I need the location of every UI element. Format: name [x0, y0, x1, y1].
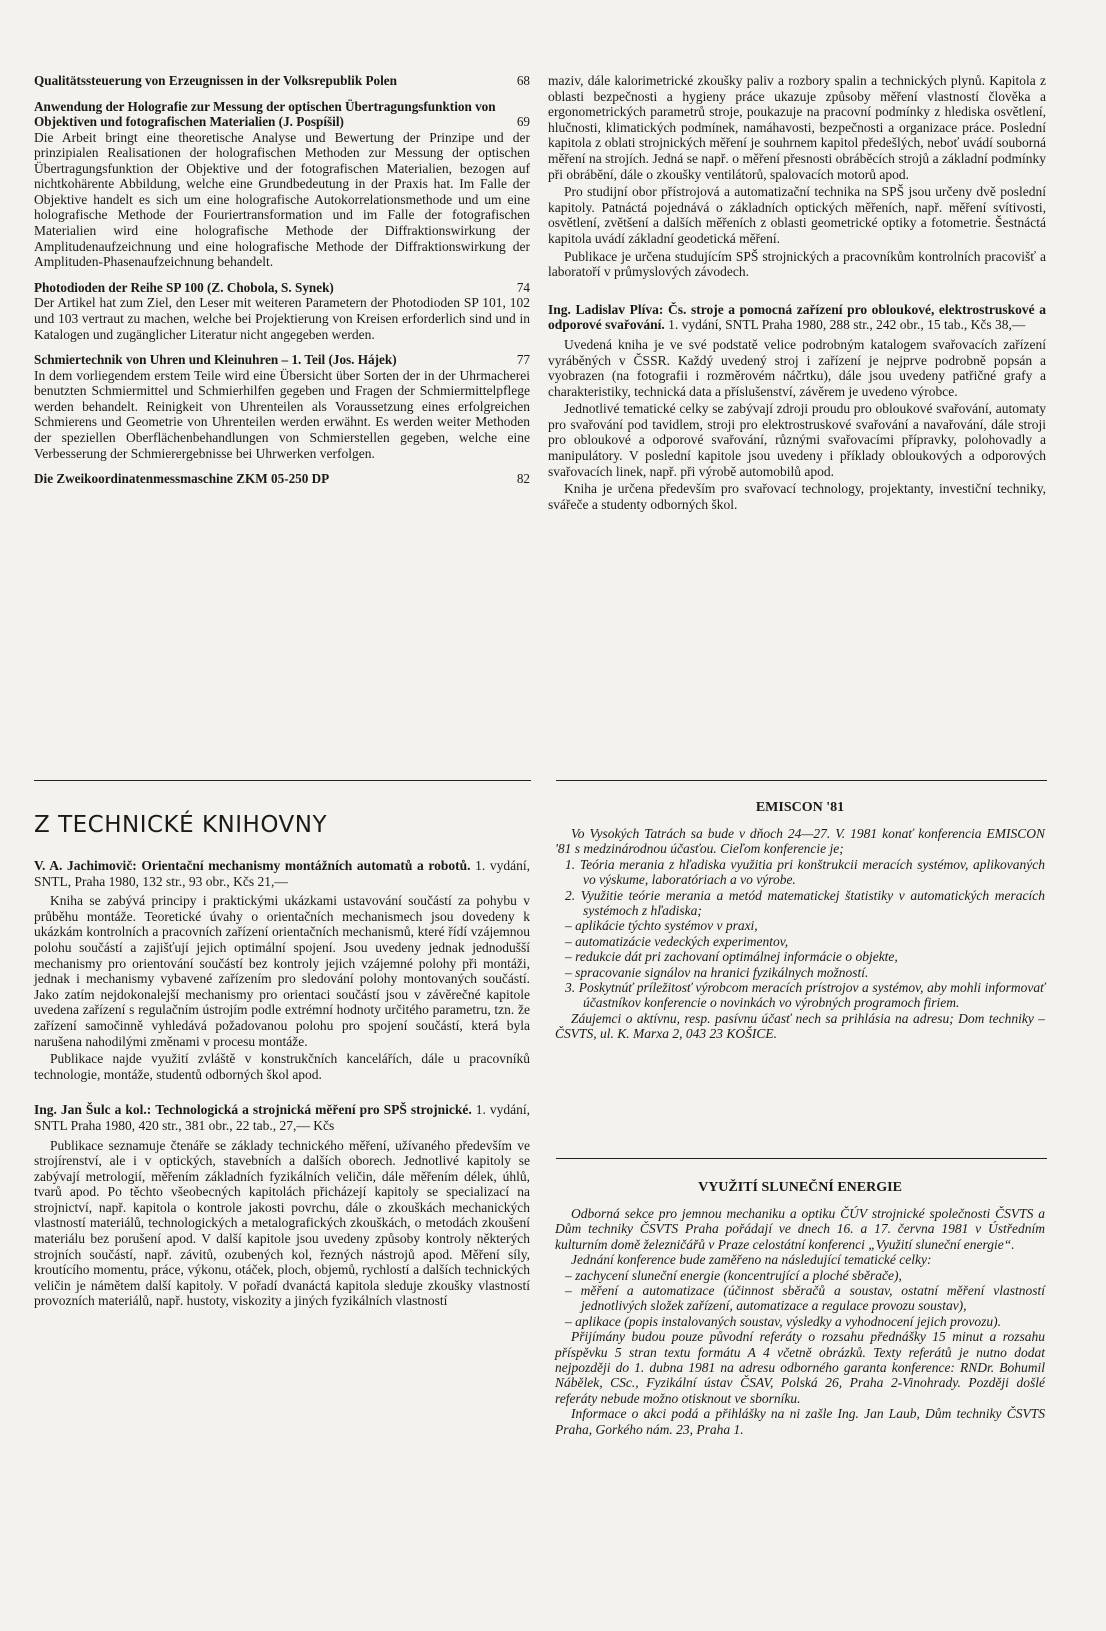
notice-intro: Odborná sekce pro jemnou mechaniku a optiku ČÚV strojnické společnosti ČSVTS a Dům techniky ČSVTS Praha pořádají ve dnech 16. a 17. června 1981 v Ústředním kulturním domě železničářů v Praze celostátní konferenci „Využití sluneční energie“. [555, 1206, 1045, 1252]
list-item: – aplikace (popis instalovaných soustav, výsledky a vyhodnocení jejich provozu). [565, 1313, 1001, 1329]
toc-entry-title-row [34, 99, 530, 130]
review-paragraph: Pro studijní obor přístrojová a automatizační technika na SPŠ jsou určeny dvě poslední kapitoly. Patnáctá pojednává o základních optických měřeních, např. měření svítivosti, osvětlení, zvětšení a dalších měřeních z oblasti geometrické optiky a fotometrie. Šestnáctá kapitola uvádí základní geodetická měření. [548, 184, 1046, 246]
book-publication: 1. vydání, SNTL Praha 1980, 420 str., 381 obr., 22 tab., 27,— Kčs [34, 1102, 531, 1133]
review-paragraph: maziv, dále kalorimetrické zkoušky paliv a rozbory spalin a technických plynů. Kapitola z oblasti bezpečnosti a hygieny práce ukazuje způsoby měření vlastností člověka a ergonometrických parametrů stroje, poukazuje na pracovní podmínky z hlediska osvětlení, hlučnosti, klimatických podmínek, namáhavosti, bezpečnosti a organizace práce. Poslední kapitola z oblati strojnických měření je souhrnem kapitol předešlých, neboť uvádí souborná měření na strojích. Jedná se např. o měření přesnosti obráběcích strojů a základní podmínky při obrábění, dále o zkoušky ventilátorů, spalovacích motorů apod. [548, 73, 1046, 182]
toc-entry-title-row [34, 352, 530, 368]
review-paragraph: Kniha je určena především pro svařovací technology, projektanty, investiční techniky, svářeče a studenty odborných škol. [548, 481, 1046, 512]
toc-entry-title: Schmiertechnik von Uhren und Kleinuhren – 1. Teil (Jos. Hájek) [34, 352, 397, 368]
toc-entry-title-row [34, 280, 530, 296]
list-item: – automatizácie vedeckých experimentov, [565, 933, 789, 949]
book-author: Ing. Ladislav Plíva: [548, 301, 664, 317]
review-paragraph: Jednotlivé tematické celky se zabývají zdroji proudu pro obloukové svařování, automaty pro svařování pod tavidlem, stroji pro elektrostruskové svařování a navařování, dále stroji pro obloukové a odporové svařování, různými svařovacími přípravky, polohovadly a manipulátory. V poslední kapitole jsou uvedeny i příklady obloukových a odporových svařovacích linek, např. při výrobě automobilů apod. [548, 401, 1046, 479]
emiscon-notice [555, 800, 1045, 1042]
notice-intro: Vo Vysokých Tatrách sa bude v dňoch 24—27. V. 1981 konať konferencia EMISCON '81 s medzinárodnou účasťou. Cieľom konferencie je; [555, 826, 1045, 857]
notice-paragraph: Přijímány budou pouze původní referáty o rozsahu přednášky 15 minut a rozsahu příspěvku 5 stran textu formátu A 4 včetně obrázků. Texty referátů je nutno dodat nejpozději do 1. dubna 1981 na adresu odborného garanta konference: RNDr. Bohumil Nábělek, CSc., Fyzikální ústav ČSAV, Polská 26, Praha 2-Vinohrady. Později došlé referáty nebude možno otisknout ve sborníku. [555, 1329, 1045, 1406]
list-item: – aplikácie týchto systémov v praxi, [565, 918, 758, 934]
section-heading: Z TECHNICKÉ KNIHOVNY [34, 812, 328, 838]
list-item-text: Teória merania z hľadiska využitia pri konštrukcii meracích systémov, aplikovaných vo výskume, laboratóriach a vo výrobe. [579, 856, 1045, 888]
list-item-number: 2. [565, 887, 576, 903]
toc-entry-page: 69 [516, 114, 530, 129]
toc-entry [34, 471, 530, 487]
toc-entry [34, 99, 530, 270]
list-item: – spracovanie signálov na hranici fyzikálnych možností. [565, 964, 869, 980]
list-item-text: Poskytnúť príležitosť výrobcom meracích prístrojov a systémov, aby mohli informovať účastníkov konferencie o novinkách vo výrobných programoch firiem. [578, 980, 1045, 1011]
right-bottom-column [555, 800, 1045, 1437]
book-name: Technologická a strojnická měření pro SPŠ strojnické. [155, 1102, 472, 1118]
notice-sub-list [555, 918, 1045, 980]
toc-entry-title-row [34, 73, 530, 89]
toc-entry-title: Qualitätssteuerung von Erzeugnissen in der Volksrepublik Polen [34, 73, 397, 88]
book-name: Orientační mechanismy montážních automatů a robotů. [141, 858, 471, 873]
section-divider-right [556, 780, 1047, 781]
book-citation [34, 858, 530, 889]
toc-entry-page: 82 [516, 471, 530, 487]
list-item [555, 888, 1045, 919]
review-paragraph: Publikace seznamuje čtenáře se základy technického měření, užívaného především ve strojírenství, ale i v optických, stavebních a dalších oborech. Jednotlivé kapitoly se zabývají metrologií, měřením základních fyzikálních veličin, dále měřením délek, úhlů, tvarů apod. Po těchto všeobecných kapitolách přicházejí kapitoly se specializací na strojnictví, např. kapitola o kontrole jakosti povrchu, dále o zkouškách mechanických vlastností materiálů, technologických a metalografických zkouškách, o metodách zkoušení materiálu bez porušení apod. V další kapitole jsou uvedeny způsoby kontroly některých strojních součástí, např. závitů, ozubených kol, řezných nástrojů apod. Měření síly, kroutícího momentu, práce, výkonu, otáček, ploch, objemů, rychlostí a dalších technických veličin je námětem další kapitoly. V pořadí dvanáctá kapitola sleduje zkoušky vlastností provozních materiálů, např. hustoty, viskozity a jiných fyzikálních vlastností [34, 1137, 530, 1309]
list-item-number: 1. [565, 856, 576, 872]
notice-theme-list [555, 1268, 1045, 1330]
notice-title: EMISCON '81 [755, 800, 845, 815]
toc-entry-title: Anwendung der Holografie zur Messung der optischen Übertragungsfunktion von Objektiven und fotografischen Materialien (J. Pospíšil) [34, 98, 496, 129]
notice-goal-list [555, 980, 1045, 1011]
toc-entry-abstract: Die Arbeit bringt eine theoretische Analyse und Bewertung der Prinzipe und der prinzipialen Realisationen der holografischen Methoden zur Messung der optischen Übertragungsfunktion der Objektive und der fotografischen Materialien, bezogen auf nichtkohärente Abbildung, welche eine Grundbedeutung in der Praxis hat. Im Falle der Objektive handelt es sich um eine holografische Autokorrelationsmethode und um eine holografische Methode der Fouriertransformation und im Falle der fotografischen Materialien wird eine holografische Methode der Diffraktionswirkung der Amplitudenaufzeichnung und eine holografische Methode der Diffraktionswirkung der Amplituden-Phasenaufzeichnung behandelt. [34, 129, 530, 270]
toc-entry-title: Photodioden der Reihe SP 100 (Z. Chobola, S. Synek) [34, 279, 334, 295]
notice-title: VYUŽITÍ SLUNEČNÍ ENERGIE [698, 1180, 902, 1195]
book-publication: 1. vydání, SNTL, Praha 1980, 132 str., 93 obr., Kčs 21,— [34, 858, 531, 889]
notice-contact: Záujemci o aktívnu, resp. pasívnu účasť nech sa prihlásia na adresu; Dom techniky – ČSVTS, ul. K. Marxa 2, 043 23 KOŠICE. [555, 1010, 1045, 1042]
solar-notice [555, 1180, 1045, 1437]
toc-entry-abstract: In dem vorliegendem erstem Teile wird eine Übersicht über Sorten der in der Uhrmacherei benutzten Schmiermittel und Schmierhilfen gegeben und Fragen der Schmiermittelpflege werden behandelt. Reinigkeit von Uhrenteilen als Voraussetzung eines erfolgreichen Schmierens und Geometrie von Uhrenteilen werden erwähnt. Es werden weiter Methoden der speziellen Oberflächenbehandlungen von Schmierstellen gegeben, welche eine Verbesserung der Schmierergebnisse bei Uhrwerken verfolgen. [34, 367, 530, 461]
left-bottom-column [34, 858, 530, 1311]
toc-entry-title-row [34, 471, 530, 487]
book-citation [34, 1102, 530, 1133]
list-item: – redukcie dát pri zachovaní optimálnej informácie o objekte, [565, 949, 898, 965]
left-top-column [34, 73, 530, 497]
toc-entry-abstract: Der Artikel hat zum Ziel, den Leser mit weiteren Parametern der Photodioden SP 101, 102 und 103 vertraut zu machen, welche bei Projektierung von Kreisen erforderlich sind und in Katalogen und zugänglicher Literatur nicht angegeben werden. [34, 295, 530, 342]
list-item: – zachycení sluneční energie (koncentrující a ploché sběrače), [565, 1267, 902, 1283]
list-item [555, 980, 1045, 1011]
toc-entry [34, 280, 530, 342]
review-paragraph: Kniha se zabývá principy i praktickými ukázkami ustavování součástí za pohybu v průběhu montáže. Teoretické úvahy o orientačních mechanismech jsou dovedeny k ukázkám kontrolních a pracovních zařízení orientačních mechanismů, které řídí vzájemnou polohu součástí a zajišťují jejich optimální spojení. Jsou uvedeny jednak jednodušší mechanismy pro orientování součástí bez kontroly jejich vzájemné polohy při montáži, jednak i mechanismy vybavené zařízením pro sledování polohy montovaných součástí. Jako zatím nejdokonalejší mechanismy pro orientaci součástí jsou v závěrečné kapitole uvedena zařízení s regulačním ústrojím podle extrémní hodnoty určitého parametru, tzn. že zařízení samočinně vyhledává požadovanou polohu pro spojení součástí, která byla narušena nahodilými změnami v procesu montáže. [34, 893, 530, 1049]
review-paragraph: Uvedená kniha je ve své podstatě velice podrobným katalogem svařovacích zařízení vyráběných v ČSSR. Každý uvedený stroj i zařízení je nejprve podrobně popsán a vyobrazen (na fotografii i rozměrovém náčrtku), dále jsou uvedeny patřičné grafy a charakteristiky, technická data a příslušenství, závěrem je uvedeno výrobce. [548, 336, 1046, 399]
list-item: – měření a automatizace (účinnost sběračů a soustav, ostatní měření vlastností jednotlivých složek zařízení, automatizace a regulace provozu soustav), [565, 1283, 1045, 1314]
notice-goal-list [555, 857, 1045, 919]
book-citation [548, 302, 1046, 333]
list-item [555, 857, 1045, 888]
book-name: Čs. stroje a pomocná zařízení pro obloukové, elektrostruskové a odporové svařování. [548, 301, 1047, 333]
toc-entry-page: 74 [516, 279, 530, 295]
toc-entry-page: 77 [516, 352, 530, 368]
toc-entry-page: 68 [516, 73, 530, 88]
review-paragraph: Publikace je určena studujícím SPŠ strojnických a pracovníkům kontrolních pracovišť a laboratoří v průmyslových závodech. [548, 248, 1046, 280]
toc-entry-title: Die Zweikoordinatenmessmaschine ZKM 05-250 DP [34, 471, 330, 487]
list-item-text: Využitie teórie merania a metód matematickej štatistiky v automatických meracích systémoch z hľadiska; [580, 887, 1045, 919]
list-item-number: 3. [565, 980, 576, 996]
book-author: Ing. Jan Šulc a kol.: [34, 1102, 152, 1118]
book-publication: 1. vydání, SNTL Praha 1980, 288 str., 242 obr., 15 tab., Kčs 38,— [668, 317, 1026, 333]
section-divider-left [34, 780, 531, 781]
right-top-column [548, 73, 1046, 514]
toc-entry [34, 352, 530, 461]
section-divider-right-lower [556, 1158, 1047, 1159]
toc-entry [34, 73, 530, 89]
notice-themes: Jednání konference bude zaměřeno na následující tematické celky: [571, 1252, 932, 1268]
review-paragraph: Publikace najde využití zvláště v konstrukčních kancelářích, dále u pracovníků technologie, montáže, studentů odborných škol apod. [34, 1051, 530, 1082]
notice-contact: Informace o akci podá a přihlášky na ni zašle Ing. Jan Laub, Dům techniky ČSVTS Praha, Gorkého nám. 23, Praha 1. [555, 1406, 1045, 1437]
book-author: V. A. Jachimovič: [34, 858, 137, 873]
